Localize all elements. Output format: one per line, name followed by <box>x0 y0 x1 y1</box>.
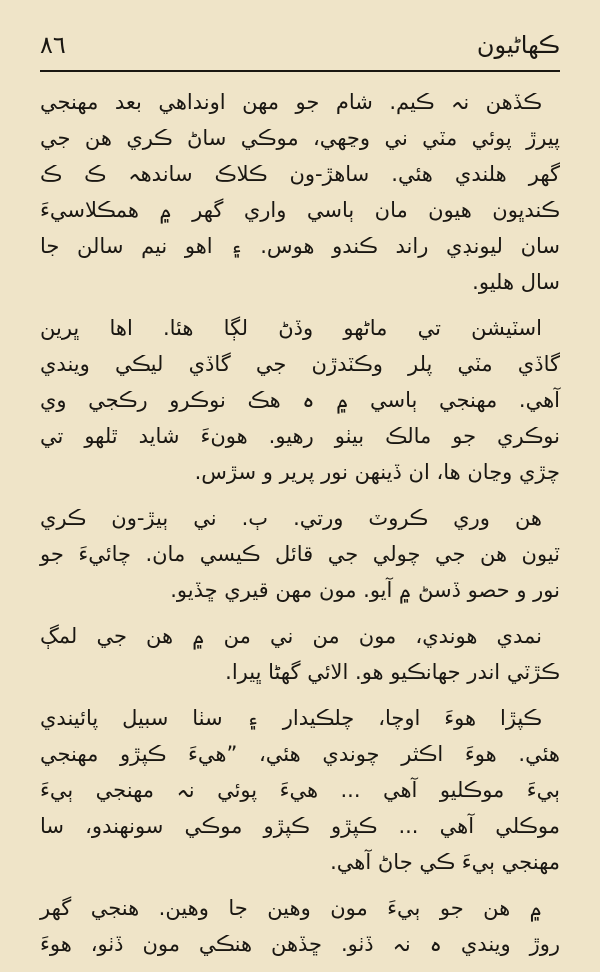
paragraph-4 <box>40 618 560 690</box>
text-line: هئي. هوءَ اڪثر چوندي هئي، ”هيءَ ڪپڙو مهنجي <box>40 742 560 766</box>
paragraph-6 <box>40 890 560 962</box>
paragraph-3 <box>40 500 560 608</box>
text-line: نمدي هوندي، مون من ني من ۾ هن جي لمڳ <box>40 624 542 648</box>
header-rule <box>40 70 560 72</box>
text-line: آهي. مهنجي ٻاسي ۾ ہ هڪ نوڪرو رڪجي وي <box>40 388 560 412</box>
paragraph-5 <box>40 700 560 880</box>
text-line: پيرڙ پوئي مٽي ني وڃهي، موڪي ساڻ ڪري هن جي <box>40 126 560 150</box>
text-line: نور و حصو ڏسڻ ۾ آيو. مون مهن قيري ڇڏيو. <box>170 578 560 602</box>
text-line: سان ليونڊي راند ڪندو هوس. ۽ اهو نيم سالن جا <box>40 234 560 258</box>
text-line: مهنجي ٻيءَ ڪي جاڻ آهي. <box>330 850 560 874</box>
text-line: گاڏي مٽي پلر وڪٽدڙن جي گاڏي ليڪي ويندي <box>40 352 560 376</box>
text-line: نوڪري جو مالڪ بيٺو رهيو. هونءَ شايد ٿلهو تي <box>40 424 560 448</box>
page-number: ٨٦ <box>40 31 66 59</box>
text-line: سال هليو. <box>472 270 560 294</box>
text-line: ۾ هن جو ٻيءَ مون وهين جا وهين. هنجي گهر <box>40 896 542 920</box>
text-line: ڪڏهن نہ ڪيم. شام جو مهن اونداهي بعد مهنجي <box>40 90 542 114</box>
text-line: روڙ ويندي ہ نہ ڏٺو. ڇڏهن هنڪي مون ڏٺو، هوءَ <box>40 932 560 956</box>
text-line: گهر هلندي هئي. ساهڙ-ون ڪلاڪ ساندهہ ڪ ڪ <box>40 162 560 186</box>
page-header <box>40 24 560 68</box>
text-line: اسٽيشن تي ماڻهو وڏڻ لڳا هئا. اها ڀرين <box>40 316 542 340</box>
text-line: هن وري ڪروٽ ورتي. ٻ. ني ٻيڙ-ون ڪري <box>40 506 542 530</box>
paragraph-2 <box>40 310 560 490</box>
text-line: چڙي وڃان ها، ان ڏينهن نور پرير و سڙس. <box>194 460 560 484</box>
text-line: ڪڙٽي اندر جهانڪيو هو. الائي گهڻا ڀيرا. <box>225 660 560 684</box>
text-line: ڪپڙا هوءَ اوچا، چلڪيدار ۽ سٺا سبيل پائيندي <box>40 706 542 730</box>
text-line: ٽيون هن جي چولي جي قائل ڪيسي مان. چائيءَ جو <box>40 542 560 566</box>
text-line: ٻيءَ موڪليو آهي ... هيءَ پوئي نہ مهنجي ٻيءَ <box>40 778 560 802</box>
paragraph-1 <box>40 84 560 300</box>
body-text <box>40 84 560 972</box>
text-line: ڪندڀون هيون مان ٻاسي واري گهر ۾ همڪلاسيءَ <box>40 198 560 222</box>
text-line: موڪلي آهي ... ڪپڙو ڪپڙو موڪي سونهندو، سا <box>40 814 560 838</box>
running-title: ڪهاڻيون <box>476 31 560 59</box>
